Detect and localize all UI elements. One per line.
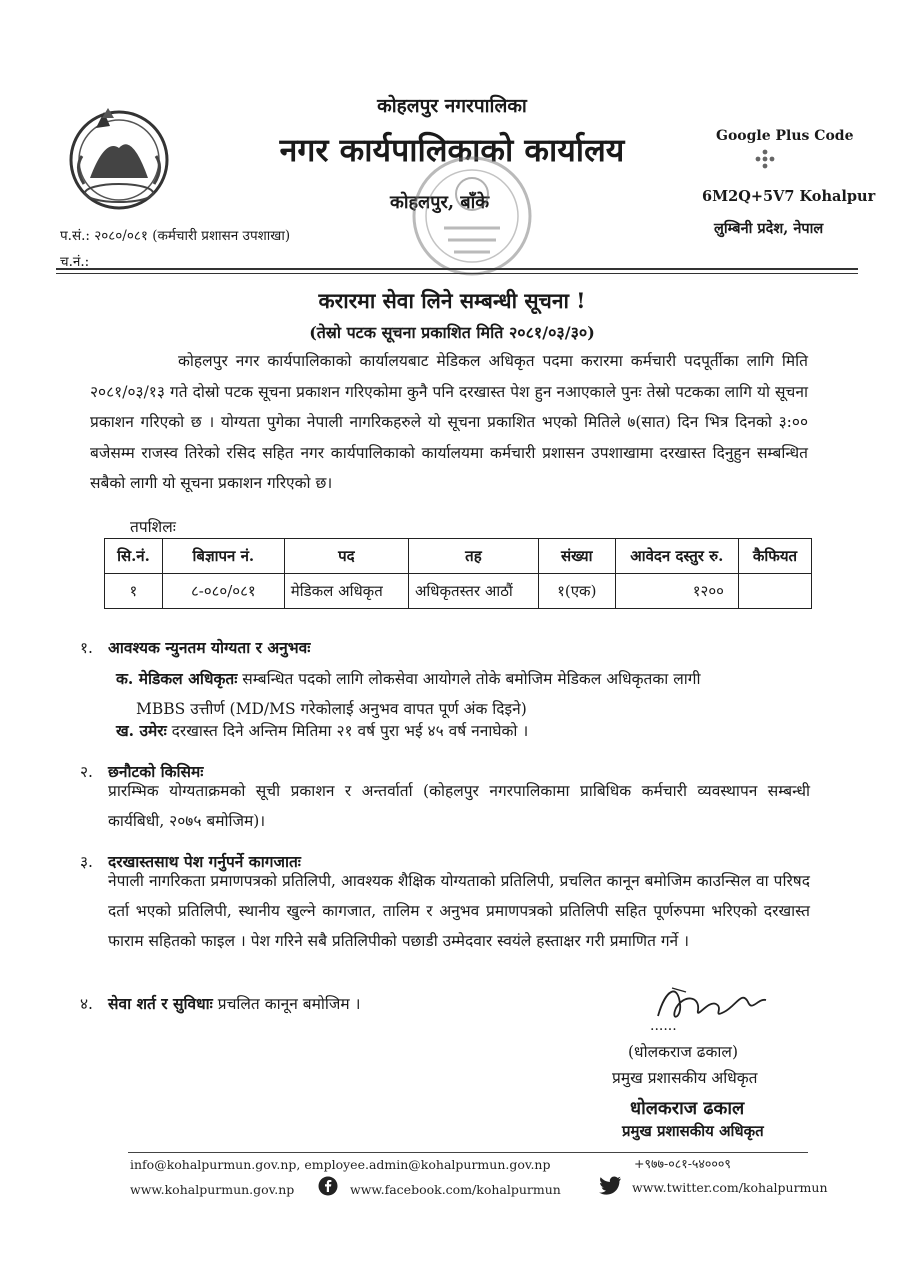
section-4-line — [108, 992, 360, 1014]
cell-level: अधिकृतस्तर आठौं — [408, 574, 538, 609]
section-4-number: ४. — [80, 995, 93, 1013]
footer-phone: +९७७-०८१-५४०००९ — [634, 1156, 731, 1171]
province: लुम्बिनी प्रदेश, नेपाल — [714, 220, 824, 237]
stamp-signatory-name: धोलकराज ढकाल — [630, 1098, 745, 1119]
office-location: कोहलपुर, बाँके — [390, 192, 490, 213]
municipality-name: कोहलपुर नगरपालिका — [377, 95, 527, 117]
section-1-item-a-text2: MBBS उत्तीर्ण (MD/MS गरेकोलाई अनुभव वापत पूर्ण अंक दिइने) — [136, 700, 527, 718]
col-post: पद — [284, 539, 408, 574]
cell-count: १(एक) — [538, 574, 615, 609]
section-1-item-a — [116, 664, 806, 724]
cell-serial: १ — [105, 574, 163, 609]
footer-website[interactable]: www.kohalpurmun.gov.np — [130, 1182, 295, 1197]
section-1-number: १. — [80, 639, 93, 657]
table-header-row — [105, 539, 812, 574]
section-3-number: ३. — [80, 853, 93, 871]
footer-facebook[interactable]: www.facebook.com/kohalpurmun — [350, 1182, 561, 1197]
plus-code-label: Google Plus Code — [716, 128, 854, 144]
col-level: तह — [408, 539, 538, 574]
cell-fee: १२०० — [615, 574, 738, 609]
col-remarks: कैफियत — [738, 539, 811, 574]
twitter-icon — [598, 1176, 622, 1196]
footer-divider — [128, 1152, 808, 1153]
signatory-name: (धोलकराज ढकाल) — [628, 1043, 738, 1061]
signature-dots: ...... — [650, 1018, 677, 1034]
section-1-item-a-text: सम्बन्धित पदको लागि लोकसेवा आयोगले तोके बमोजिम मेडिकल अधिकृतका लागी — [242, 670, 701, 688]
section-2-number: २. — [80, 763, 93, 781]
dispatch-number: च.नं.: — [60, 254, 90, 270]
cell-advert-no: ८-०८०/०८१ — [162, 574, 284, 609]
col-serial: सि.नं. — [105, 539, 163, 574]
section-1-item-b — [116, 716, 806, 746]
reference-number: प.सं.: २०८०/०८१ (कर्मचारी प्रशासन उपशाखा) — [60, 228, 291, 244]
notice-body: कोहलपुर नगर कार्यपालिकाको कार्यालयबाट मेडिकल अधिकृत पदमा करारमा कर्मचारी पदपूर्तीका लागि मिति २०८१/०३/१३ गते दोस्रो पटक सूचना प्रकाशन गरिएकोमा कुनै पनि दरखास्त पेश हुन नआएकाले पुनः तेस्रो पटकका लागि यो सूचना प्रकाशन गरिएको छ । योग्यता पुगेका नेपाली नागरिकहरुले यो सूचना प्रकाशित भएको मितिले ७(सात) दिन भित्र दिनको ३:०० बजेसम्म राजस्व तिरेको रसिद सहित नगर कार्यपालिकाको कार्यालयमा कर्मचारी प्रशासन उपशाखामा दरखास्त दिनुहुन सम्बन्धित सबैको लागी यो सूचना प्रकाशन गरिएको छ। — [90, 352, 808, 492]
col-count: संख्या — [538, 539, 615, 574]
notice-subtitle: (तेस्रो पटक सूचना प्रकाशित मिति २०८१/०३/३०) — [309, 323, 595, 342]
section-1-title: आवश्यक न्युनतम योग्यता र अनुभवः — [108, 638, 311, 657]
stamp-signatory-designation: प्रमुख प्रशासकीय अधिकृत — [622, 1122, 764, 1140]
section-1-item-a-label: क. मेडिकल अधिकृतः — [116, 669, 238, 688]
signatory-designation: प्रमुख प्रशासकीय अधिकृत — [612, 1069, 758, 1087]
section-1-item-b-label: ख. उमेरः — [116, 721, 167, 740]
cell-remarks — [738, 574, 811, 609]
office-name: नगर कार्यपालिकाको कार्यालय — [279, 131, 625, 169]
plus-code-dots-icon — [750, 148, 780, 174]
footer-twitter[interactable]: www.twitter.com/kohalpurmun — [632, 1180, 828, 1195]
section-3-text: नेपाली नागरिकता प्रमाणपत्रको प्रतिलिपी, आवश्यक शैक्षिक योग्यताको प्रतिलिपी, प्रचलित कानून बमोजिम काउन्सिल वा परिषद दर्ता भएको प्रतिलिपी, स्थानीय खुल्ने कागजात, तालिम र अनुभव प्रमाणपत्रको प्रतिलिपी सहित पूर्णरुपमा भरिएको दरखास्त फाराम सहितको फाइल । पेश गरिने सबै प्रतिलिपीको पछाडी उम्मेदवार स्वयंले हस्ताक्षर गरी प्रमाणित गर्ने । — [108, 872, 810, 950]
section-2-text: प्रारम्भिक योग्यताक्रमको सूची प्रकाशन र अन्तर्वार्ता (कोहलपुर नगरपालिकामा प्राबिधिक कर्मचारी व्यवस्थापन सम्बन्धी कार्यबिधी, २०७५ बमोजिम)। — [108, 782, 810, 830]
plus-code-value: 6M2Q+5V7 Kohalpur — [702, 188, 876, 205]
section-1-item-b-text: दरखास्त दिने अन्तिम मितिमा २१ वर्ष पुरा भई ४५ वर्ष ननाघेको । — [171, 722, 529, 740]
header-divider-thin — [56, 273, 858, 274]
office-stamp-icon — [404, 148, 540, 284]
notice-title: करारमा सेवा लिने सम्बन्धी सूचना ! — [318, 288, 586, 313]
vacancy-table — [104, 538, 812, 609]
cell-post: मेडिकल अधिकृत — [284, 574, 408, 609]
section-2-title: छनौटको किसिमः — [108, 762, 204, 781]
section-4-title: सेवा शर्त र सुविधाः — [108, 994, 213, 1013]
col-advert-no: बिज्ञापन नं. — [162, 539, 284, 574]
footer-emails[interactable]: info@kohalpurmun.gov.np, employee.admin@kohalpurmun.gov.np — [130, 1157, 551, 1172]
table-row — [105, 574, 812, 609]
header-divider — [56, 268, 858, 270]
details-label: तपशिलः — [130, 518, 176, 536]
section-3-title: दरखास्तसाथ पेश गर्नुपर्ने कागजातः — [108, 852, 301, 871]
section-4-text: प्रचलित कानून बमोजिम । — [217, 995, 361, 1013]
col-fee: आवेदन दस्तुर रु. — [615, 539, 738, 574]
facebook-icon — [318, 1176, 338, 1196]
